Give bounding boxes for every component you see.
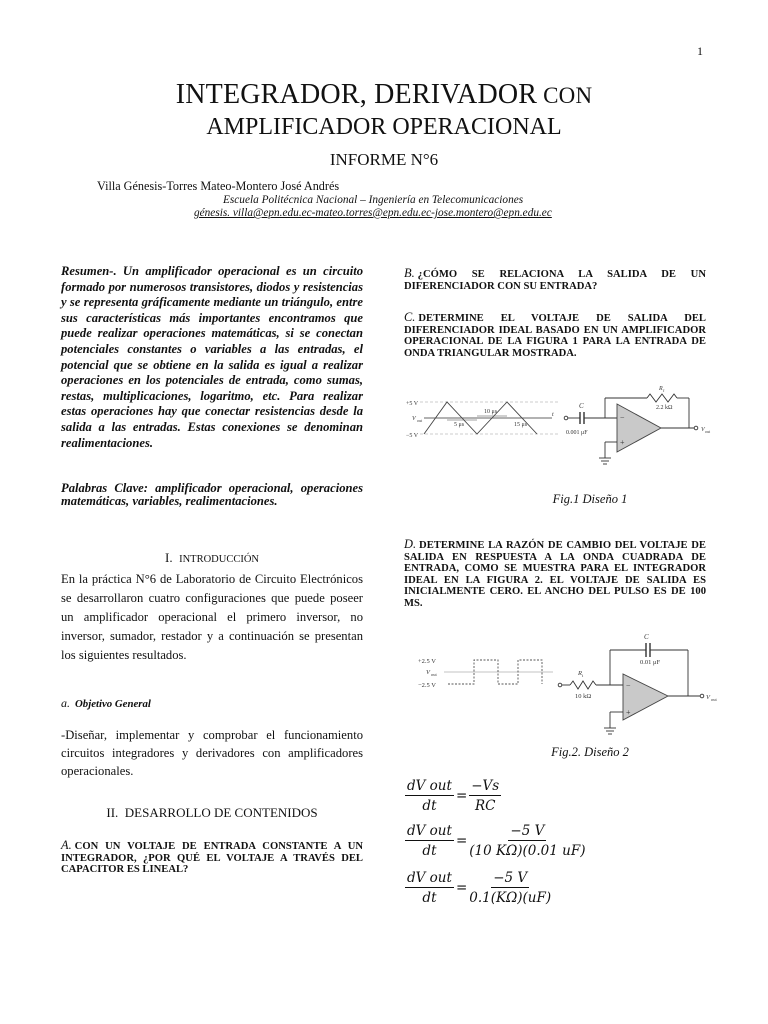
rhs-fraction <box>469 870 551 906</box>
section-heading-development <box>61 805 363 821</box>
question-c <box>404 312 706 359</box>
paper-title-line1 <box>0 78 768 113</box>
question-a <box>61 840 363 876</box>
numerator: −5 V <box>493 870 528 886</box>
fig1-vin-sub: out <box>417 418 423 423</box>
equation-1 <box>405 778 501 814</box>
numerator: −Vs <box>471 778 500 794</box>
abstract: Resumen-. Un amplificador operacional es un circuito formado por numerosos transistores, diodos y resistencias y se representa gráficamente mediante un triángulo, entre sus características más importantes encontramos que puede realizar operaciones matemáticas, si se conectan potenciales constantes o variables a las entradas, el potencial que se obtiene en la salida es igual a realizar operaciones en los potenciales de entrada, como sumas, restas, multiplicaciones, logaritmo, etc. Para realizar estas operaciones hay que conectar resistencias desde la salida a las entradas. Estas conexiones se denominan realimentaciones. <box>61 264 363 450</box>
lhs-fraction <box>405 778 454 814</box>
rhs-fraction <box>469 778 501 814</box>
triangle-wave-input <box>420 402 559 434</box>
section-number: I. <box>164 550 173 565</box>
fig2-ri-sub: i <box>582 673 584 678</box>
question-b <box>404 268 706 292</box>
integrator-circuit <box>558 643 704 734</box>
fig1-t-label: t <box>552 412 554 418</box>
plus-terminal: + <box>620 438 625 447</box>
report-number: INFORME N°6 <box>329 150 439 169</box>
plus-terminal: + <box>626 708 631 717</box>
square-wave-input <box>444 660 553 684</box>
fig1-t1-label: 5 μs <box>454 422 465 428</box>
fig2-vminus-label: −2.5 V <box>418 682 436 689</box>
equals-sign: = <box>455 788 468 804</box>
lhs-fraction <box>405 870 454 906</box>
question-text: DETERMINE EL VOLTAJE DE SALIDA DEL DIFERENCIADOR IDEAL BASADO EN UN AMPLIFICADOR OPERACIONAL DE LA FIGURA 1 PARA LA ENTRADA DE ONDA TRIANGULAR MOSTRADA. <box>404 313 706 359</box>
question-letter: D. <box>404 537 417 551</box>
fig1-rf-sub: f <box>663 388 665 393</box>
introduction-text: En la práctica N°6 de Laboratorio de Circuito Electrónicos se desarrollaron cuatro configuraciones que puede poseer un amplificador operacional el primero inversor, no inversor, sumador, restador y a continuación se presentan los siguientes resultados. <box>61 572 363 662</box>
equals-sign: = <box>455 833 468 849</box>
denominator: dt <box>422 890 437 906</box>
institution: Escuela Politécnica Nacional – Ingeniería en Telecomunicaciones <box>223 194 524 206</box>
fig1-vout-label: V <box>701 427 705 433</box>
fig2-c-label: C <box>644 633 649 641</box>
fig1-vin-label: V <box>412 416 416 422</box>
authors: Villa Génesis-Torres Mateo-Montero José Andrés <box>97 179 340 193</box>
fig2-vin-label: V <box>426 669 430 676</box>
numerator: −5 V <box>510 823 545 839</box>
subsection-letter: a. <box>61 696 70 710</box>
fig1-rf-label: R <box>659 386 663 392</box>
subsection-title: Objetivo General <box>75 698 151 710</box>
emails: génesis. villa@epn.edu.ec-mateo.torres@epn.edu.ec-jose.montero@epn.edu.ec <box>194 207 552 219</box>
numerator: dV out <box>407 870 452 886</box>
fig2-c-value: 0.01 μF <box>640 659 661 666</box>
equation-3 <box>405 870 551 906</box>
minus-terminal: − <box>626 681 631 690</box>
fig2-ri-value: 10 kΩ <box>575 693 592 700</box>
differentiator-circuit <box>564 394 698 464</box>
question-d <box>404 539 706 610</box>
section-number: II. <box>106 805 119 820</box>
fig1-t2-label: 10 μs <box>484 409 498 415</box>
keywords: Palabras Clave: amplificador operacional, operaciones matemáticas, variables, realimentaciones. <box>61 481 363 508</box>
fig2-vin-sub: out <box>431 672 437 677</box>
question-letter: C. <box>404 310 416 324</box>
fig2-ri-label: R <box>578 670 582 677</box>
fig1-vplus-label: +5 V <box>406 401 419 407</box>
question-letter: A. <box>61 838 72 852</box>
fig1-c-value: 0.001 μF <box>566 430 588 436</box>
fig1-rf-value: 2.2 kΩ <box>656 405 673 411</box>
title-main: INTEGRADOR, DERIVADOR <box>175 79 538 110</box>
section-title: DESARROLLO DE CONTENIDOS <box>124 805 318 820</box>
numerator: dV out <box>407 778 452 794</box>
page-number: 1 <box>697 44 703 58</box>
lhs-fraction <box>405 823 454 859</box>
figure-1-caption: Fig.1 Diseño 1 <box>552 492 628 506</box>
rhs-fraction <box>469 823 585 859</box>
denominator: dt <box>422 798 437 814</box>
section-title: INTRODUCCIÓN <box>179 554 259 565</box>
question-text: DETERMINE LA RAZÓN DE CAMBIO DEL VOLTAJE DE SALIDA EN RESPUESTA A LA ONDA CUADRADA DE ENTRADA, COMO SE MUESTRA PARA EL INTEGRADOR IDEAL EN LA FIGURA 2. EL VOLTAJE DE SALIDA ES INICIALMENTE CERO. EL ANCHO DEL PULSO ES DE 100 MS. <box>404 540 706 609</box>
fig1-vout-sub: out <box>705 429 711 434</box>
figure-1-differentiator <box>404 386 711 472</box>
equals-sign: = <box>455 880 468 896</box>
minus-terminal: − <box>620 413 625 422</box>
question-text: CON UN VOLTAJE DE ENTRADA CONSTANTE A UN INTEGRADOR, ¿POR QUÉ EL VOLTAJE A TRAVÉS DEL CAPACITOR ES LINEAL? <box>61 841 363 876</box>
fig1-t3-label: 15 μs <box>514 422 528 428</box>
section-heading-introduction <box>61 550 363 566</box>
objective-heading <box>61 696 363 711</box>
fig1-c-label: C <box>579 402 584 410</box>
question-text: ¿CÓMO SE RELACIONA LA SALIDA DE UN DIFERENCIADOR CON SU ENTRADA? <box>404 269 706 292</box>
paper-title-line2: AMPLIFICADOR OPERACIONAL <box>206 114 562 140</box>
denominator: dt <box>422 843 437 859</box>
numerator: dV out <box>407 823 452 839</box>
fig1-vminus-label: −5 V <box>406 433 419 439</box>
figure-2-integrator <box>418 630 720 738</box>
fig2-vplus-label: +2.5 V <box>418 658 436 665</box>
figure-2-caption: Fig.2. Diseño 2 <box>551 745 629 759</box>
question-letter: B. <box>404 266 415 280</box>
fig2-vout-sub: out <box>711 697 717 702</box>
objective-text: -Diseñar, implementar y comprobar el funcionamiento circuitos integradores y derivadores con amplificadores operacionales. <box>61 728 363 778</box>
fig2-vout-label: V <box>706 694 710 701</box>
denominator: 0.1(KΩ)(uF) <box>469 890 552 906</box>
denominator: (10 KΩ)(0.01 uF) <box>469 843 586 859</box>
title-small: CON <box>537 83 593 108</box>
denominator: RC <box>475 798 496 814</box>
equation-2 <box>405 823 585 859</box>
